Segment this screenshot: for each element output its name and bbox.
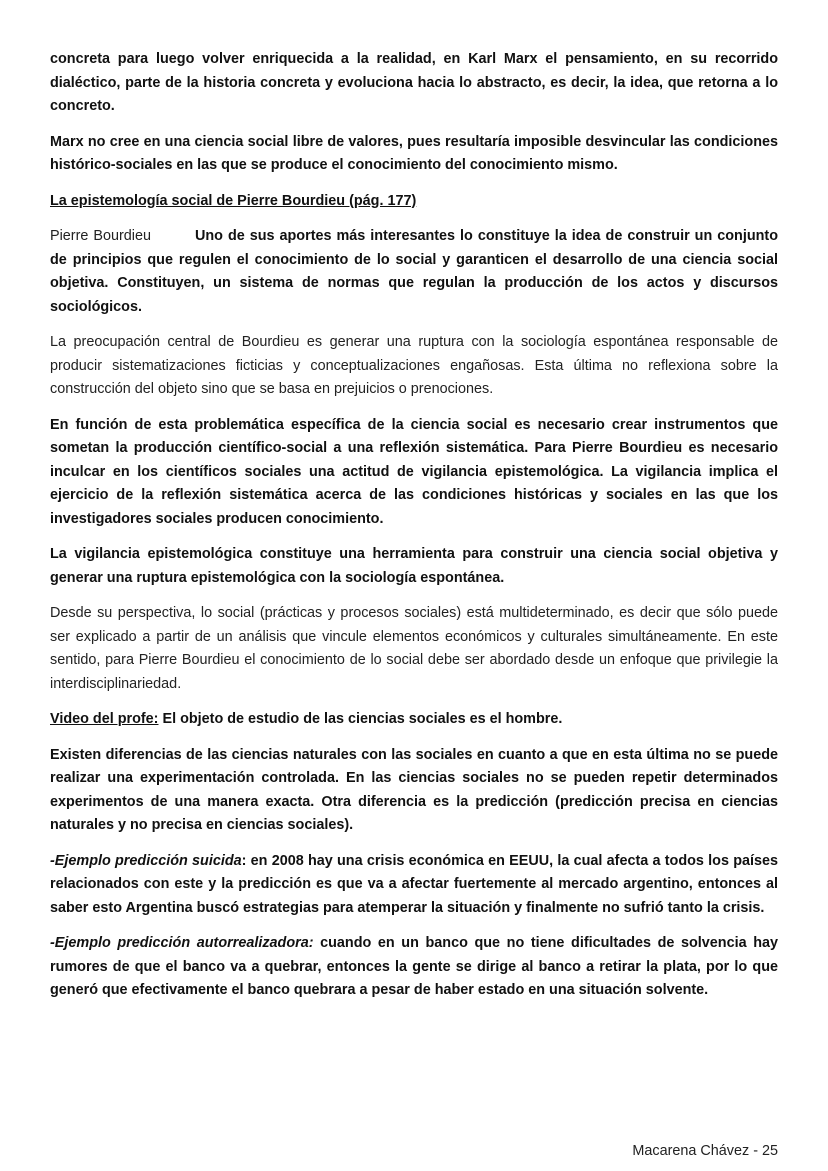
video-label: Video del profe: xyxy=(50,711,159,727)
paragraph-example-selffulfilling xyxy=(50,932,778,1003)
example-suicidal-text: : en 2008 hay una crisis económica en EEUU, la cual afecta a todos los países relacionados con este y la predicción es que va a afectar fuertemente al mercado argentino, entonces al saber esto Argentina buscó estrategias para atemperar la situación y finalmente no sufrió tanto la crisis. xyxy=(50,852,779,916)
section-heading xyxy=(50,190,778,214)
heading-bourdieu: La epistemología social de Pierre Bourdieu (pág. 177) xyxy=(50,192,417,209)
page-footer: Macarena Chávez - 25 xyxy=(632,1143,778,1159)
paragraph-vigilance: En función de esta problemática específica de la ciencia social es necesario crear instrumentos que sometan la producción científico-social a una reflexión sistemática. Para Pierre Bourdieu es necesario inculcar en los científicos sociales una actitud de vigilancia epistemológica. La vigilancia implica el ejercicio de la reflexión sistemática acerca de las condiciones históricas y sociales en las que los investigadores sociales producen conocimiento. xyxy=(50,416,778,527)
video-text: El objeto de estudio de las ciencias sociales es el hombre. xyxy=(158,711,563,727)
paragraph-bourdieu-intro xyxy=(50,225,778,319)
paragraph-vigilance-tool: La vigilancia epistemológica constituye una herramienta para construir una ciencia social objetiva y generar una ruptura epistemológica con la sociología espontánea. xyxy=(50,546,778,586)
paragraph-example-suicidal xyxy=(50,850,778,921)
paragraph-video xyxy=(50,708,778,732)
author-label: Pierre Bourdieu xyxy=(50,228,151,244)
paragraph-marx-dialectic: concreta para luego volver enriquecida a la realidad, en Karl Marx el pensamiento, en su recorrido dialéctico, parte de la historia concreta y evoluciona hacia lo abstracto, es decir, la idea, que retorna a lo concreto. xyxy=(50,51,778,114)
bourdieu-intro-text: Uno de sus aportes más interesantes lo constituye la idea de construir un conjunto de principios que regulen el conocimiento de lo social y garanticen el desarrollo de una ciencia social objetiva. Constituyen, un sistema de normas que regulan la producción de los actos y discursos sociológicos. xyxy=(50,228,778,315)
example-suicidal-label: -Ejemplo predicción suicida xyxy=(50,852,242,869)
paragraph-marx-values: Marx no cree en una ciencia social libre de valores, pues resultaría imposible desvincular las condiciones histórico-sociales en las que se produce el conocimiento del conocimiento mismo. xyxy=(50,133,778,173)
paragraph-differences: Existen diferencias de las ciencias naturales con las sociales en cuanto a que en esta última no se puede realizar una experimentación controlada. En las ciencias sociales no se pueden repetir determinados experimentos de una manera exacta. Otra diferencia es la predicción (predicción precisa en ciencias naturales y no precisa en ciencias sociales). xyxy=(50,746,778,833)
example-selffulfilling-text: cuando en un banco que no tiene dificultades de solvencia hay rumores de que el banco va a quebrar, entonces la gente se dirige al banco a retirar la plata, por lo que generó que efectivamente el banco quebrara a pesar de haber estado en una situación solvente. xyxy=(50,935,778,998)
paragraph-multideterminado: Desde su perspectiva, lo social (prácticas y procesos sociales) está multideterminado, es decir que sólo puede ser explicado a partir de un análisis que vincule elementos económicos y culturales simultáneamente. En este sentido, para Pierre Bourdieu el conocimiento de lo social debe ser abordado desde un enfoque que privilegie la interdisciplinariedad. xyxy=(50,605,778,692)
paragraph-bourdieu-rupture: La preocupación central de Bourdieu es generar una ruptura con la sociología espontánea responsable de producir sistematizaciones ficticias y conceptualizaciones engañosas. Esta última no reflexiona sobre la construcción del objeto sino que se basa en prejuicios o prenociones. xyxy=(50,334,778,397)
example-selffulfilling-label: -Ejemplo predicción autorrealizadora: xyxy=(50,935,314,951)
